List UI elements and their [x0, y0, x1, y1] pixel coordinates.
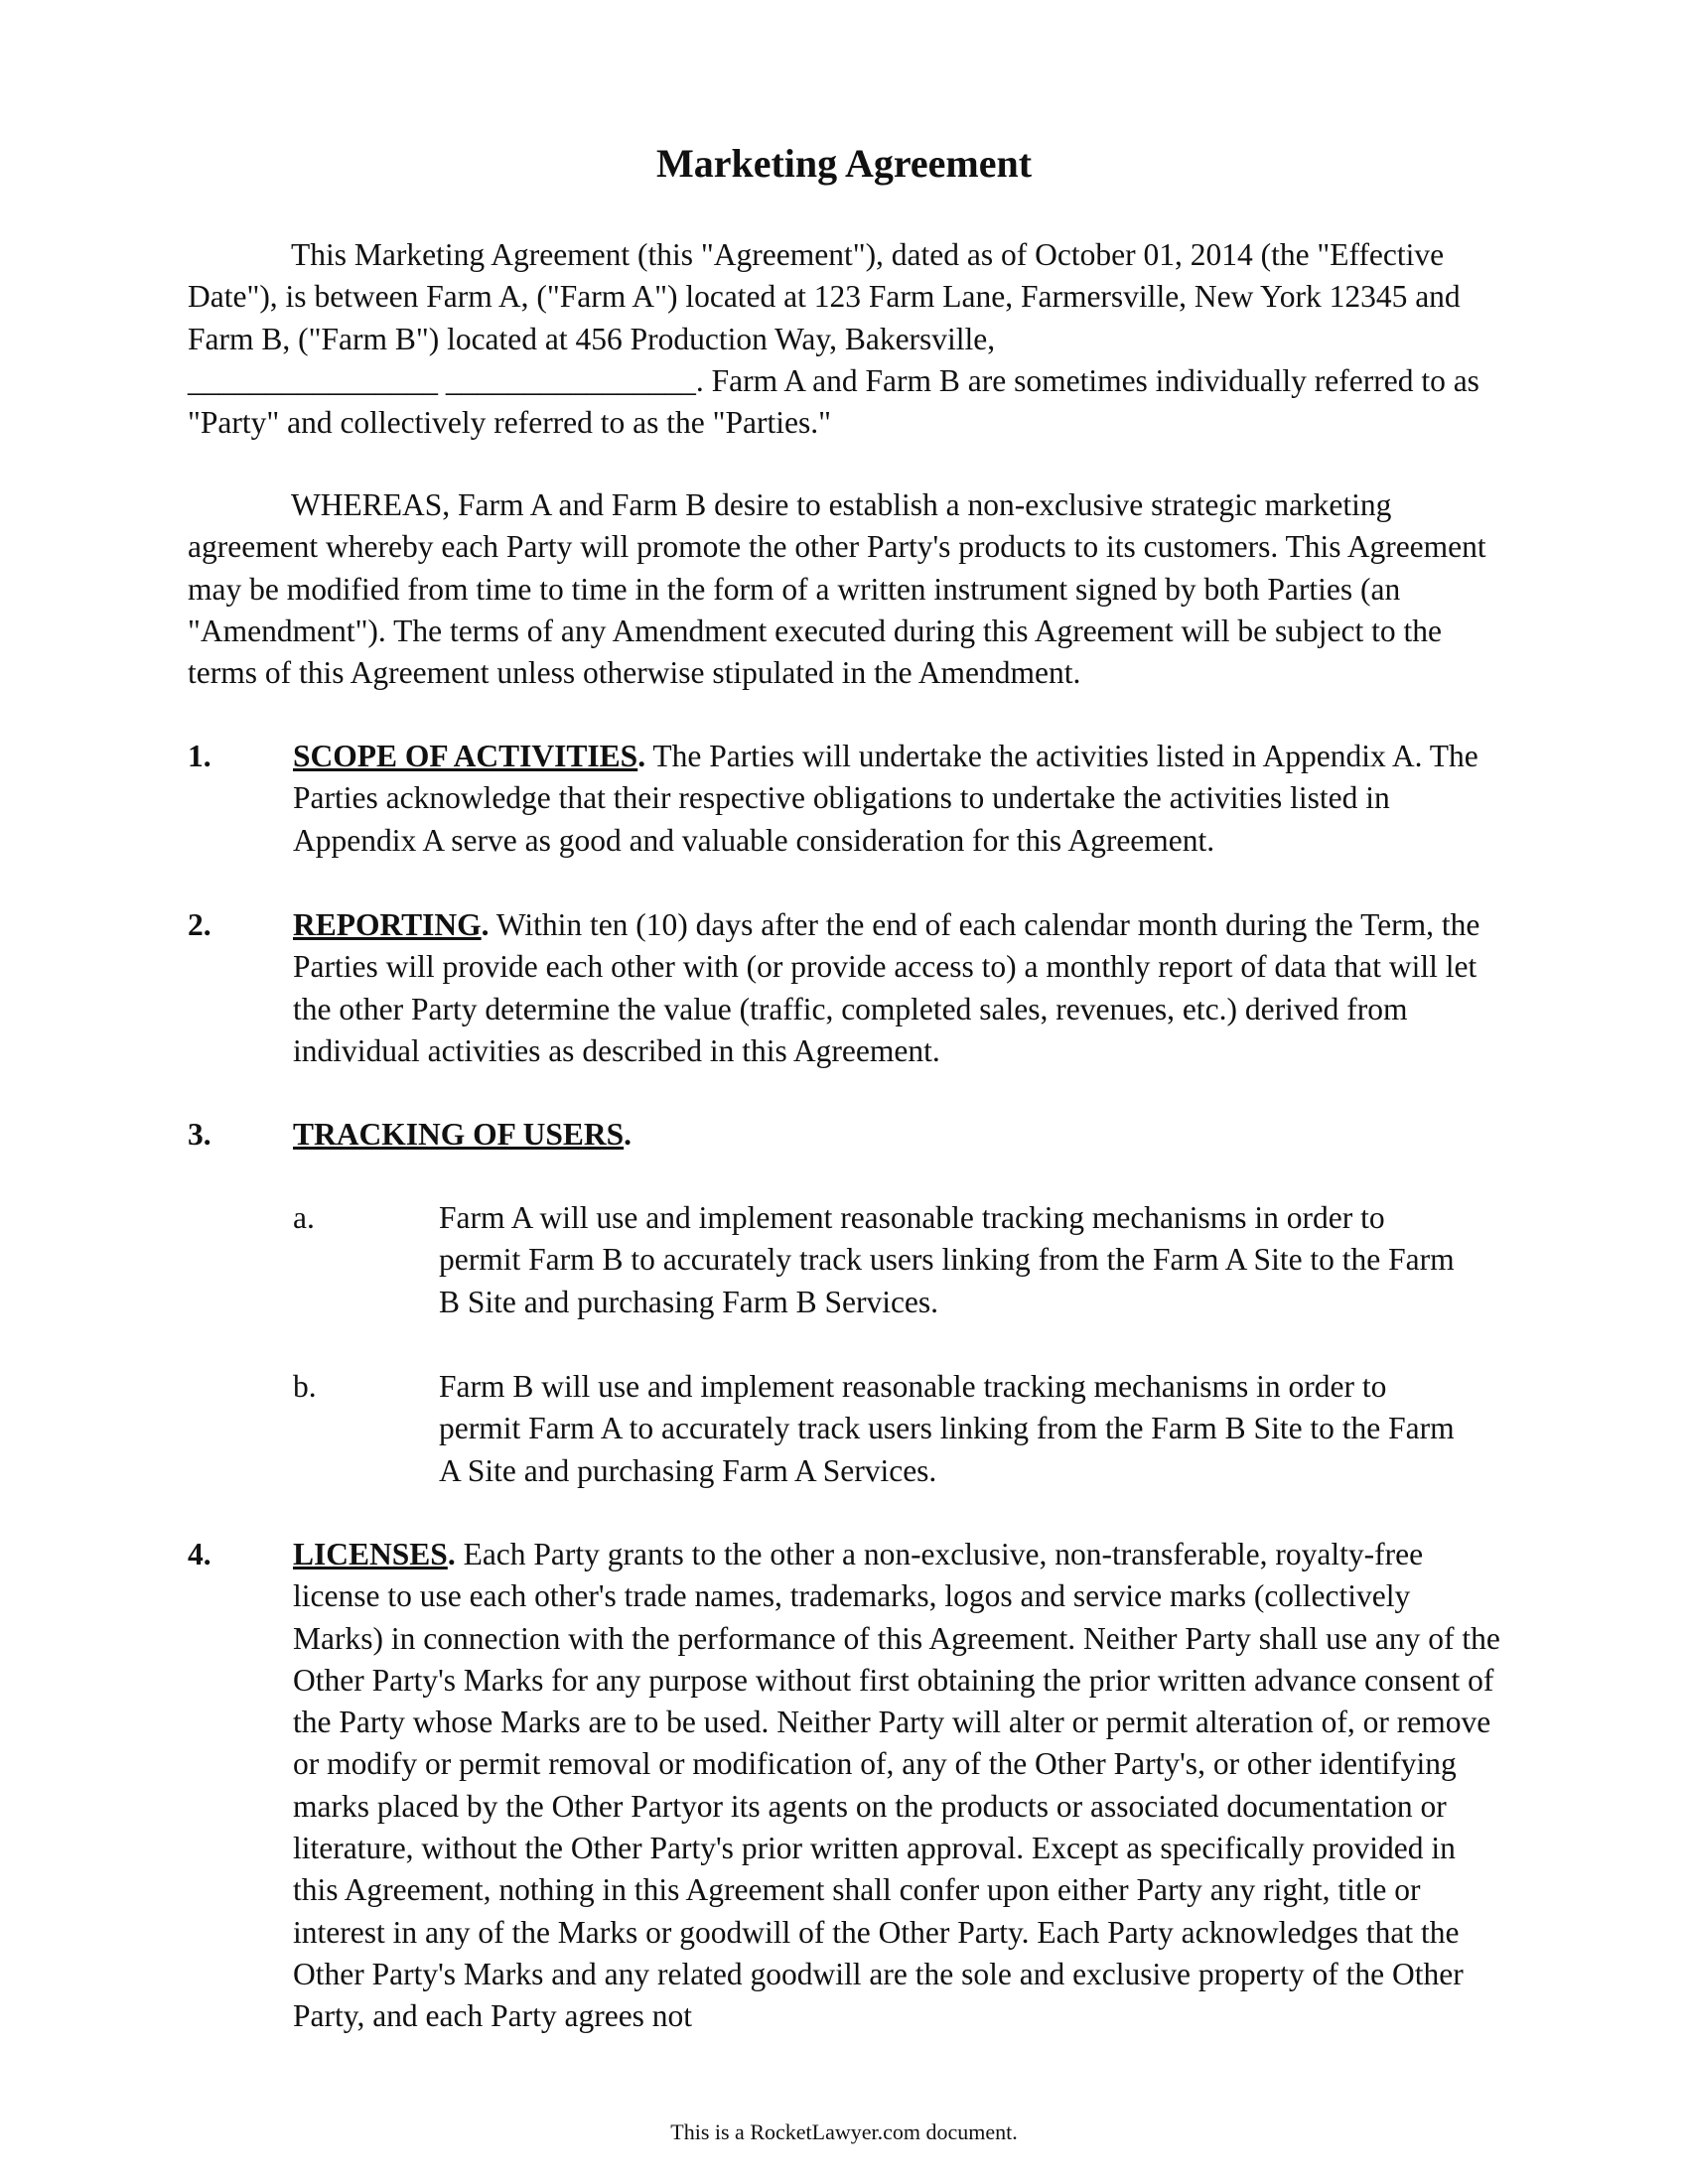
section-1-heading-dot: .: [637, 739, 646, 773]
subsection-3b-letter: b.: [293, 1369, 317, 1404]
section-2-heading-dot: .: [481, 907, 490, 942]
intro-text-after: . Farm A and Farm B are sometimes individually referred to as "Party" and collectively referred to as the "Parties.": [188, 362, 1479, 441]
section-4-heading-dot: .: [447, 1537, 456, 1571]
section-1-text: The Parties will undertake the activities listed in Appendix A. The Parties acknowledge that their respective obligations to undertake the activities listed in Appendix A serve as good and valuable consideration for this Agreement.: [293, 739, 1478, 858]
section-3-heading-dot: .: [624, 1117, 633, 1152]
document-title: Marketing Agreement: [655, 141, 1033, 186]
section-2-text: Within ten (10) days after the end of each calendar month during the Term, the Parties will provide each other with (or provide access to) a monthly report of data that will let the other Party determine the value (traffic, completed sales, revenues, etc.) derived from individual activities as described in this Agreement.: [293, 907, 1480, 1068]
section-3: [293, 1114, 1504, 1156]
section-2-number: 2.: [188, 907, 211, 942]
section-1-number: 1.: [188, 739, 211, 773]
section-1-heading: SCOPE OF ACTIVITIES: [293, 739, 638, 773]
section-1: [293, 736, 1504, 862]
intro-text: This Marketing Agreement (this "Agreement"), dated as of October 01, 2014 (the "Effective Date"), is between Farm A, ("Farm A") located at 123 Farm Lane, Farmersville, New York 12345 and Farm B, ("Farm B") located at 456 Production Way, Bakersville,: [188, 237, 1461, 356]
section-4-heading: LICENSES: [293, 1537, 448, 1571]
intro-paragraph: [188, 234, 1498, 444]
section-4: [293, 1534, 1504, 2038]
address-blanks: ________________ ________________: [188, 362, 696, 398]
section-2-heading: REPORTING: [293, 907, 482, 942]
page-footer: This is a RocketLawyer.com document.: [670, 2119, 1018, 2144]
section-4-text: Each Party grants to the other a non-exclusive, non-transferable, royalty-free license to use each other's trade names, trademarks, logos and service marks (collectively Marks) in connection with the performance of this Agreement. Neither Party shall use any of the Other Party's Marks for any purpose without first obtaining the prior written advance consent of the Party whose Marks are to be used. Neither Party will alter or permit alteration of, or remove or modify or permit removal or modification of, any of the Other Party's, or other identifying marks placed by the Other Partyor its agents on the products or associated documentation or literature, without the Other Party's prior written approval. Except as specifically provided in this Agreement, nothing in this Agreement shall confer upon either Party any right, title or interest in any of the Marks or goodwill of the Other Party. Each Party acknowledges that the Other Party's Marks and any related goodwill are the sole and exclusive property of the Other Party, and each Party agrees not: [293, 1537, 1500, 2034]
section-3-heading: TRACKING OF USERS: [293, 1117, 625, 1152]
subsection-3a-text: Farm A will use and implement reasonable tracking mechanisms in order to permit Farm B to accurately track users linking from the Farm A Site to the Farm B Site and purchasing Farm B Services.: [439, 1200, 1455, 1319]
section-4-number: 4.: [188, 1537, 211, 1571]
section-2: [293, 904, 1504, 1072]
section-3-number: 3.: [188, 1117, 211, 1152]
subsection-3b-text: Farm B will use and implement reasonable tracking mechanisms in order to permit Farm A to accurately track users linking from the Farm B Site to the Farm A Site and purchasing Farm A Services.: [439, 1369, 1455, 1488]
subsection-3a-letter: a.: [293, 1200, 315, 1235]
whereas-paragraph: WHEREAS, Farm A and Farm B desire to establish a non-exclusive strategic marketing agreement whereby each Party will promote the other Party's products to its customers. This Agreement may be modified from time to time in the form of a written instrument signed by both Parties (an "Amendment"). The terms of any Amendment executed during this Agreement will be subject to the terms of this Agreement unless otherwise stipulated in the Amendment.: [188, 487, 1486, 691]
